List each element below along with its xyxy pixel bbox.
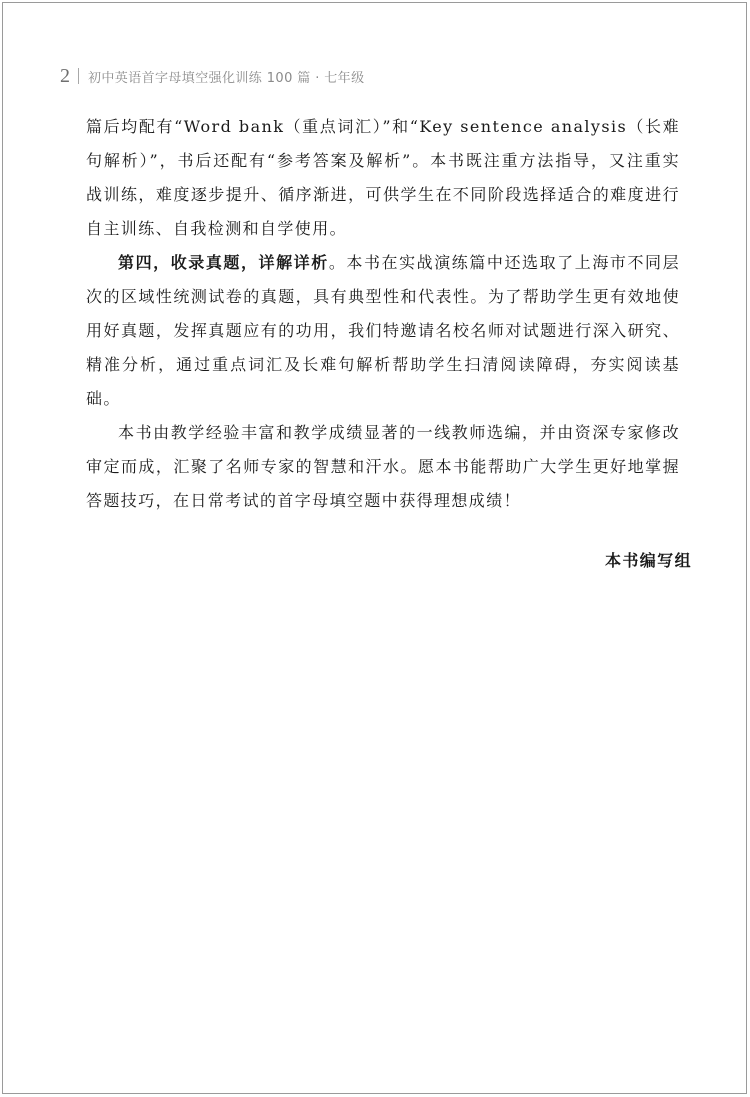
running-header-title: 初中英语首字母填空强化训练 100 篇 · 七年级: [88, 70, 365, 86]
author-signature: 本书编写组: [604, 551, 692, 570]
header-divider: [78, 68, 79, 84]
paragraph-1: [86, 110, 680, 246]
paragraph-2-text: 。本书在实战演练篇中还选取了上海市不同层次的区域性统测试卷的真题，具有典型性和代表性。为了帮助学生更有效地使用好真题，发挥真题应有的功用，我们特邀请名校名师对试题进行深入研究、精准分析，通过重点词汇及长难句解析帮助学生扫清阅读障碍，夯实阅读基础。: [86, 253, 680, 408]
paragraph-2-lead: 第四，收录真题，详解详析: [118, 253, 329, 272]
paragraph-3-text: 本书由教学经验丰富和教学成绩显著的一线教师选编，并由资深专家修改审定而成，汇聚了名师专家的智慧和汗水。愿本书能帮助广大学生更好地掌握答题技巧，在日常考试的首字母填空题中获得理想成绩！: [86, 423, 680, 510]
body-text: [86, 110, 680, 518]
running-header: [60, 64, 364, 88]
paragraph-3: [86, 416, 680, 518]
paragraph-2: [86, 246, 680, 416]
page-number: 2: [60, 65, 70, 87]
paragraph-1-text: 篇后均配有“Word bank（重点词汇）”和“Key sentence analysis（长难句解析）”，书后还配有“参考答案及解析”。本书既注重方法指导，又注重实战训练，难度逐步提升、循序渐进，可供学生在不同阶段选择适合的难度进行自主训练、自我检测和自学使用。: [86, 117, 680, 238]
